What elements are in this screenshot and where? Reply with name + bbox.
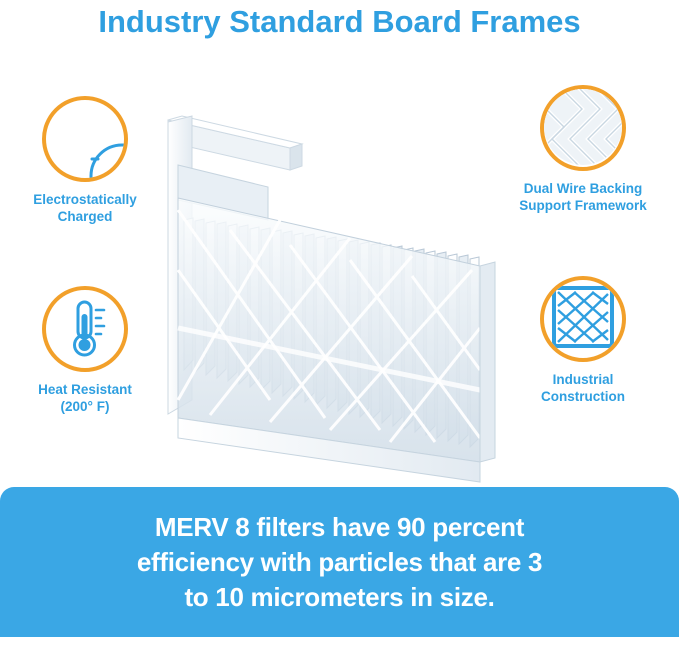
feature-label-line1: Industrial	[552, 372, 614, 387]
feature-label-line2: Charged	[57, 209, 113, 224]
pleated-air-filter-illustration	[150, 70, 510, 490]
thermometer-badge	[42, 286, 128, 372]
feature-label	[498, 180, 668, 214]
feature-label	[498, 371, 668, 405]
feature-label	[0, 381, 170, 415]
feature-heat-resistant	[0, 286, 170, 415]
feature-dual-wire-backing	[498, 85, 668, 214]
feature-industrial-construction	[498, 276, 668, 405]
grid-frame-badge	[540, 276, 626, 362]
feature-label	[0, 191, 170, 225]
merv-rating-banner	[0, 487, 679, 637]
lightning-bolt-badge	[42, 96, 128, 182]
banner-line-2: efficiency with particles that are 3	[136, 546, 543, 577]
feature-label-line1: Dual Wire Backing	[523, 181, 643, 196]
feature-label-line2: (200° F)	[60, 399, 110, 414]
wire-mesh-photo-icon	[544, 87, 622, 170]
banner-line-1: MERV 8 filters have 90 percent	[154, 511, 525, 542]
wire-mesh-badge	[540, 85, 626, 171]
feature-label-line2: Support Framework	[519, 198, 647, 213]
feature-label-line1: Electrostatically	[33, 192, 137, 207]
feature-electrostatically-charged	[0, 96, 170, 225]
grid-frame-icon	[550, 284, 616, 355]
thermometer-icon	[48, 290, 122, 369]
page-title: Industry Standard Board Frames	[98, 4, 581, 39]
feature-label-line2: Construction	[541, 389, 625, 404]
banner-line-3: to 10 micrometers in size.	[184, 581, 495, 612]
feature-label-line1: Heat Resistant	[38, 382, 132, 397]
